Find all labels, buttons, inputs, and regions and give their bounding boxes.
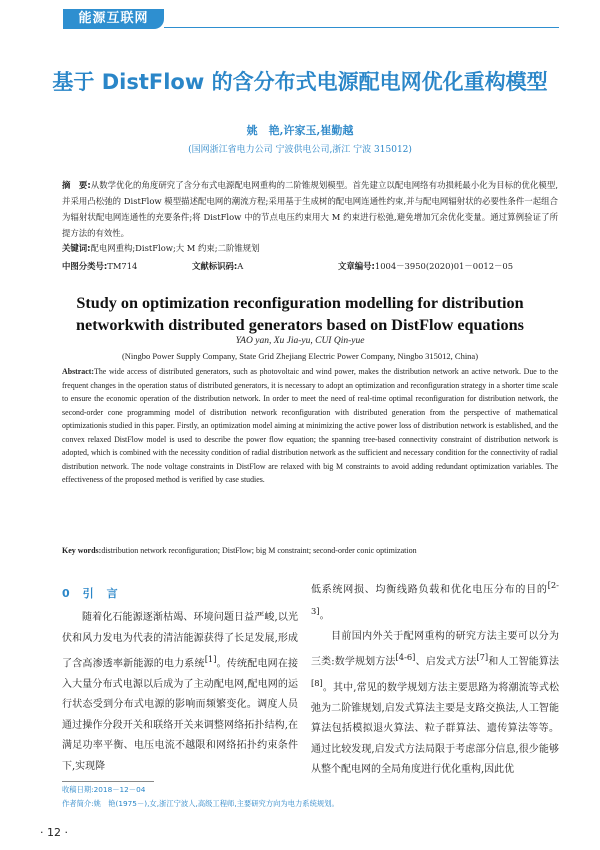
- body-column-left: [62, 608, 298, 777]
- p2-text-d: 。其中,常见的数学规划方法主要思路为将潮流等式松弛为二阶锥规划,启发式算法主要是支路交换法,人工智能算法包括模拟退火算法、粒子群算法、遗传算法等等。通过比较发现,启发式方法局限于考虑部分信息,很少能够从整个配电网的全局角度进行优化重构,因此优: [311, 682, 559, 776]
- chinese-authors: 姚 艳,许家玉,崔勤越: [246, 124, 354, 137]
- citation-ref: [8]: [311, 677, 323, 688]
- chinese-abstract-text: 从数学优化的角度研究了含分布式电源配电网重构的二阶锥规划模型。首先建立以配电网络有功损耗最小化为目标的优化模型,并采用凸松弛的 DistFlow 模型描述配电网的潮流方程;采用基于生成树的配电网连通性约束,并与配电网辐射状的必要性条件一起组合为辐射状配电网连通性的充要条件;将 DistFlow 中的节点电压约束用大 M 约束进行松弛,避免增加冗余优化变量。通过算例验证了所提方法的有效性。: [62, 180, 558, 238]
- intro-paragraph-1-continued: [311, 575, 559, 627]
- article-no-field: [338, 260, 513, 272]
- body-column-right: [311, 575, 559, 781]
- section-tag: 能源互联网: [63, 9, 164, 29]
- header-rule: [164, 27, 559, 28]
- article-no-value: 1004－3950(2020)01－0012－05: [374, 261, 514, 271]
- english-abstract-text: The wide access of distributed generators, such as photovoltaic and wind power, makes the distribution network an active network. Due to the frequent changes in the operation status of distributed generators, it is necessary to adopt an optimization and reconfiguration strategy in a shorter time scale to ensure the economic operation of the distribution network. In order to meet the need of real-time optimal reconfiguration for distribution network, the second-order cone programming model of distribution network reconfiguration with distributed generation from the perspective of mathematical optimizationis studied in this paper. Firstly, an optimization model aiming at minimizing the active power loss of distribution network is established, and the convex relaxed DistFlow model is used to describe the power flow equation; the spanning tree-based connectivity constraint of distribution network is adopted, which is combined with the necessity condition of radial distribution network as the sufficient and necessary condition for the connectivity of radial distribution network. The node voltage constraints in DistFlow are relaxed with big M constraints to avoid adding redundant optimization variables. The effectiveness of the proposed method is verified by case studies.: [62, 367, 558, 484]
- page-number: · 12 ·: [40, 826, 68, 839]
- intro-paragraph-2: [311, 627, 559, 781]
- intro-paragraph-1: [62, 608, 298, 777]
- clc-label: 中图分类号:: [62, 261, 108, 271]
- footnote-author-bio: 作者简介:姚 艳(1975－),女,浙江宁波人,高级工程师,主要研究方向为电力系统规划。: [62, 799, 339, 808]
- clc-field: [62, 260, 137, 272]
- p2-text-c: 和人工智能算法: [488, 656, 560, 668]
- chinese-keywords-text: 配电网重构;DistFlow;大 M 约束;二阶锥规划: [90, 243, 260, 253]
- citation-ref: [2-3]: [311, 580, 559, 616]
- footnote-received: 收稿日期:2018－12－04: [62, 785, 146, 794]
- english-keywords-text: distribution network reconfiguration; DistFlow; big M constraint; second-order conic optimization: [101, 546, 417, 555]
- p2-text-a: 目前国内外关于配网重构的研究方法主要可以分为三类:数学规划方法: [311, 630, 559, 668]
- chinese-abstract-label: 摘 要:: [62, 180, 91, 190]
- article-no-label: 文章编号:: [338, 261, 375, 271]
- clc-value: TM714: [107, 261, 138, 271]
- english-authors: YAO yan, Xu Jia-yu, CUI Qin-yue: [235, 336, 365, 346]
- footnote-rule: [62, 781, 154, 782]
- english-title: Study on optimization reconfiguration modelling for distribution networkwith distributed generators based on DistFlow equations: [76, 294, 524, 334]
- citation-ref: [7]: [476, 652, 489, 663]
- english-abstract-label: Abstract:: [62, 367, 94, 376]
- doc-code-field: [192, 260, 243, 272]
- p2-text-b: 、启发式方法: [415, 656, 477, 668]
- col2-cont-tail: 。: [319, 610, 330, 622]
- chinese-affiliation: (国网浙江省电力公司 宁波供电公司,浙江 宁波 315012): [188, 145, 412, 155]
- english-keywords: [62, 546, 558, 555]
- citation-ref: [1]: [204, 654, 217, 664]
- doc-code-value: A: [237, 261, 244, 271]
- chinese-title: 基于 DistFlow 的含分布式电源配电网优化重构模型: [52, 70, 548, 94]
- intro-p1-text: 随着化石能源逐渐枯竭、环境问题日益严峻,以光伏和风力发电为代表的清洁能源获得了长足发展,形成了含高渗透率新能源的电力系统: [62, 612, 298, 670]
- section-heading-introduction: 0 引 言: [62, 587, 119, 600]
- doc-code-label: 文献标识码:: [192, 261, 238, 271]
- chinese-keywords: [62, 242, 558, 254]
- chinese-abstract: [62, 177, 558, 241]
- chinese-keywords-label: 关键词:: [62, 243, 91, 253]
- english-affiliation: (Ningbo Power Supply Company, State Grid Zhejiang Electric Power Company, Ningbo 315012, China): [121, 351, 479, 361]
- col2-cont-text: 低系统网损、均衡线路负载和优化电压分布的目的: [311, 584, 548, 596]
- english-keywords-label: Key words:: [62, 546, 102, 555]
- intro-p1-tail: 。传统配电网在接入大量分布式电源以后成为了主动配电网,配电网的运行状态受到分布式电源的影响而频繁变化。调度人员通过操作分段开关和联络开关来调整网络拓扑结构,在满足功率平衡、电压电流不越限和网络拓扑约束条件下,实现降: [62, 658, 299, 772]
- english-abstract: [62, 365, 558, 487]
- citation-ref: [4-6]: [395, 652, 416, 663]
